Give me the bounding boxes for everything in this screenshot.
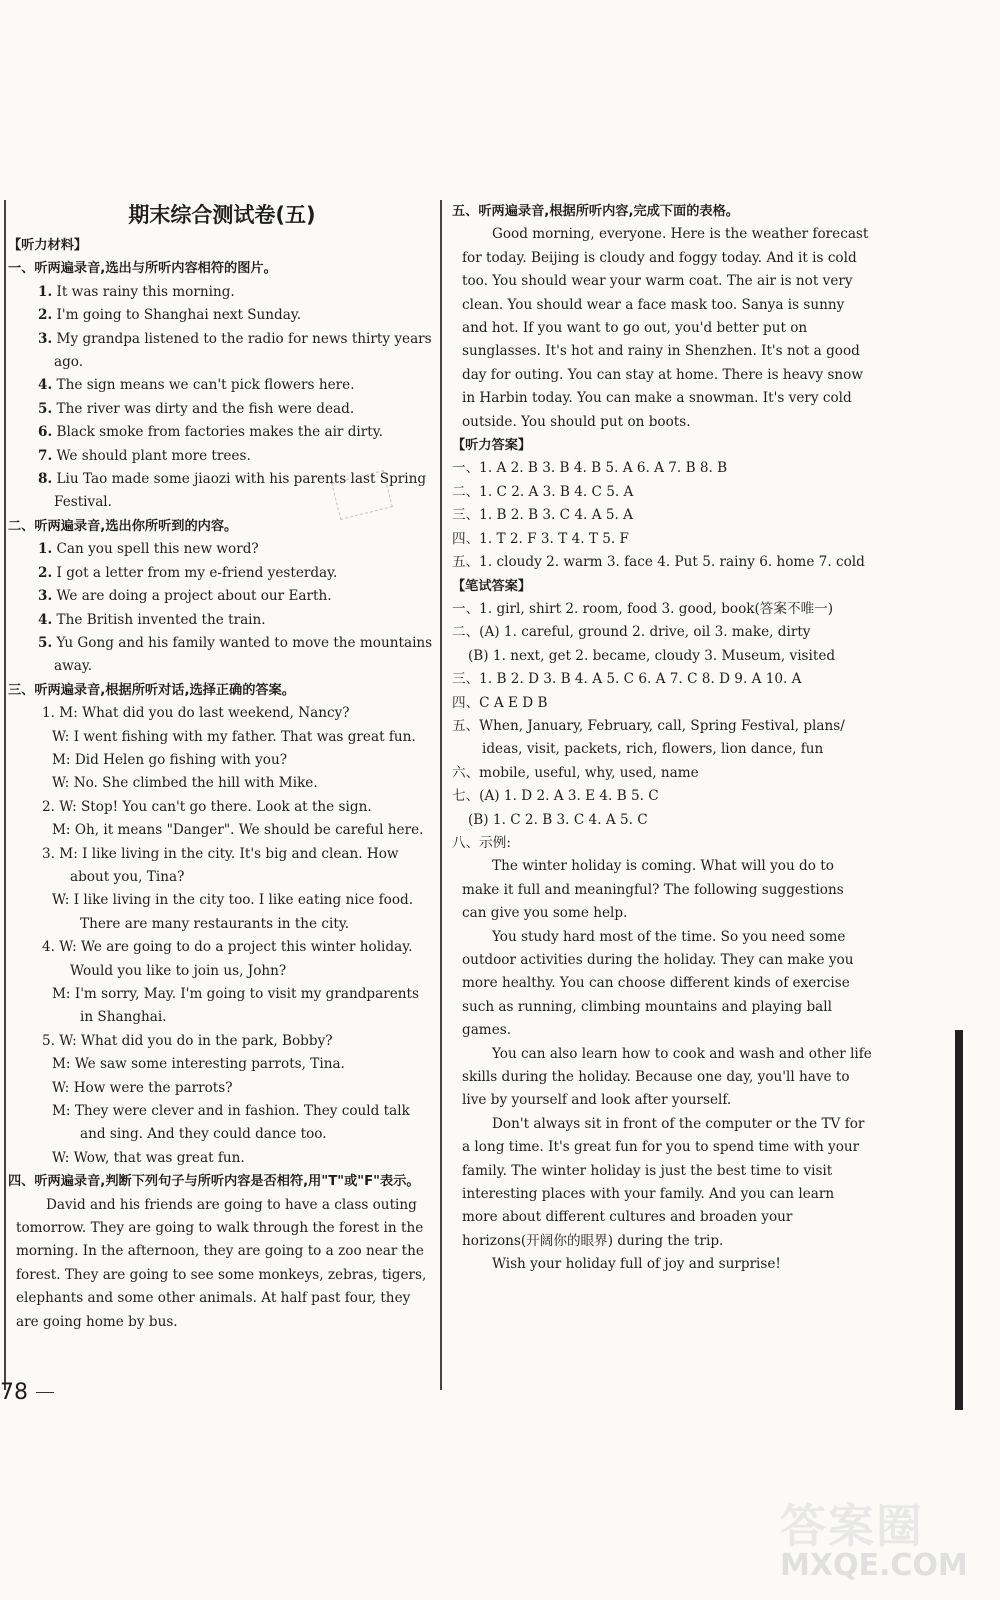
list-item: 7. We should plant more trees.: [38, 447, 251, 464]
answer-line: (B) 1. next, get 2. became, cloudy 3. Museum, visited: [468, 647, 836, 664]
section-4-passage: David and his friends are going to have a class outing tomorrow. They are going to walk through the forest in the morning. In the afternoon, they are going to a zoo near the forest. They are going to see some monkeys, zebras, tigers, elephants and some other animals. At half past four, they are going home by bus.: [16, 1196, 427, 1330]
right-column: [452, 200, 872, 1277]
written-answers: [452, 598, 872, 855]
page-number: 78: [0, 1380, 28, 1405]
watermark-logo: 答案圈: [780, 1499, 924, 1553]
column-divider: [440, 200, 442, 1390]
dialogue-line: M: Oh, it means "Danger". We should be careful here.: [52, 822, 424, 839]
list-item: 3. We are doing a project about our Earth.: [38, 588, 332, 605]
dialogue-line: W: Wow, that was great fun.: [52, 1149, 245, 1166]
answer-line: (B) 1. C 2. B 3. C 4. A 5. C: [468, 811, 648, 828]
list-item: 5. Yu Gong and his family wanted to move the mountains away.: [38, 634, 433, 675]
listening-answers-tag: 【听力答案】: [452, 438, 532, 454]
dialogue-line: 5. W: What did you do in the park, Bobby?: [42, 1032, 333, 1049]
dialogue-line: M: I'm sorry, May. I'm going to visit my grandparents in Shanghai.: [52, 986, 419, 1026]
section-5-passage: Good morning, everyone. Here is the weather forecast for today. Beijing is cloudy and foggy today. And it is cold too. You should wear your warm coat. The air is not very clean. You should wear a face mask too. Sanya is sunny and hot. If you want to go out, you'd better put on sunglasses. It's hot and rainy in Shenzhen. It's not a good day for outing. You can stay at home. There is heavy snow in Harbin today. You can make a snowman. It's very cold outside. You should put on boots.: [462, 226, 869, 430]
list-item: 1. Can you spell this new word?: [38, 541, 259, 558]
dialogue-line: M: They were clever and in fashion. They could talk and sing. And they could dance too.: [52, 1103, 410, 1143]
left-margin-rule: [4, 200, 6, 1390]
answer-line: 三、1. B 2. B 3. C 4. A 5. A: [452, 507, 633, 524]
answer-line: 七、(A) 1. D 2. A 3. E 4. B 5. C: [452, 788, 659, 805]
dialogue-line: M: Did Helen go fishing with you?: [52, 751, 288, 768]
listening-material-tag: 【听力材料】: [8, 238, 88, 253]
listening-answers: [452, 457, 872, 574]
essay-paragraph: Wish your holiday full of joy and surprise!: [492, 1256, 781, 1273]
answer-line: 五、When, January, February, call, Spring Festival, plans/ ideas, visit, packets, rich, flowers, lion dance, fun: [452, 717, 845, 758]
answer-line: 二、(A) 1. careful, ground 2. drive, oil 3. make, dirty: [452, 624, 811, 641]
answer-line: 四、1. T 2. F 3. T 4. T 5. F: [452, 530, 629, 547]
dialogue-line: 2. W: Stop! You can't go there. Look at the sign.: [42, 798, 372, 815]
list-item: 8. Liu Tao made some jiaozi with his parents last Spring Festival.: [38, 471, 427, 511]
section-3-heading: 三、听两遍录音,根据所听对话,选择正确的答案。: [8, 682, 295, 698]
list-item: 3. My grandpa listened to the radio for news thirty years ago.: [38, 330, 432, 371]
answer-line: 四、C A E D B: [452, 694, 548, 711]
list-item: 4. The British invented the train.: [38, 611, 266, 628]
dialogue-line: 4. W: We are going to do a project this winter holiday. Would you like to join us, John?: [42, 939, 413, 979]
essay-paragraph: You study hard most of the time. So you need some outdoor activities during the holiday. They can make you more healthy. You can choose different kinds of exercise such as running, climbing mountains and playing ball games.: [462, 928, 854, 1039]
sample-essay: [452, 855, 872, 1276]
section-5-heading: 五、听两遍录音,根据所听内容,完成下面的表格。: [452, 204, 739, 219]
answer-line: 八、示例:: [452, 834, 511, 851]
page-title: 期末综合测试卷(五): [128, 203, 316, 227]
section-3-dialogues: [8, 702, 436, 1170]
list-item: 2. I'm going to Shanghai next Sunday.: [38, 307, 302, 324]
scan-edge-shadow: [955, 1030, 963, 1410]
list-item: 4. The sign means we can't pick flowers here.: [38, 377, 355, 394]
dialogue-line: 3. M: I like living in the city. It's big and clean. How about you, Tina?: [42, 845, 399, 885]
left-column: [8, 198, 436, 1334]
dialogue-line: 1. M: What did you do last weekend, Nancy?: [42, 705, 350, 722]
page-number-rule: [36, 1392, 54, 1393]
dialogue-line: M: We saw some interesting parrots, Tina.: [52, 1056, 345, 1073]
list-item: 6. Black smoke from factories makes the air dirty.: [38, 424, 383, 441]
written-answers-tag: 【笔试答案】: [452, 578, 532, 594]
dialogue-line: W: I went fishing with my father. That was great fun.: [52, 728, 416, 745]
list-item: 2. I got a letter from my e-friend yesterday.: [38, 564, 338, 581]
section-4-heading: 四、听两遍录音,判断下列句子与所听内容是否相符,用"T"或"F"表示。: [8, 1174, 420, 1190]
dialogue-line: W: I like living in the city too. I like eating nice food. There are many restaurants in the city.: [52, 892, 414, 932]
answer-line: 一、1. A 2. B 3. B 4. B 5. A 6. A 7. B 8. B: [452, 460, 728, 477]
essay-paragraph: Don't always sit in front of the computer or the TV for a long time. It's great fun for you to spend time with your family. The winter holiday is just the best time to visit interesting places with your family. And you can learn more about different cultures and broaden your horizons(开阔你的眼界) during the trip.: [462, 1115, 865, 1249]
essay-paragraph: You can also learn how to cook and wash and other life skills during the holiday. Because one day, you'll have to live by yourself and look after yourself.: [462, 1045, 872, 1109]
watermark-url: MXQE.COM: [780, 1548, 968, 1583]
section-2-heading: 二、听两遍录音,选出你所听到的内容。: [8, 518, 238, 534]
dialogue-line: W: How were the parrots?: [52, 1079, 233, 1096]
section-2-list: [8, 538, 436, 678]
answer-line: 六、mobile, useful, why, used, name: [452, 764, 699, 781]
answer-line: 二、1. C 2. A 3. B 4. C 5. A: [452, 483, 634, 500]
list-item: 5. The river was dirty and the fish were dead.: [38, 400, 355, 417]
answer-line: 五、1. cloudy 2. warm 3. face 4. Put 5. rainy 6. home 7. cold: [452, 554, 865, 571]
list-item: 1. It was rainy this morning.: [38, 283, 235, 300]
essay-paragraph: The winter holiday is coming. What will you do to make it full and meaningful? The following suggestions can give you some help.: [462, 858, 844, 922]
dialogue-line: W: No. She climbed the hill with Mike.: [52, 775, 318, 792]
answer-line: 三、1. B 2. D 3. B 4. A 5. C 6. A 7. C 8. D 9. A 10. A: [452, 671, 802, 688]
section-1-heading: 一、听两遍录音,选出与所听内容相符的图片。: [8, 261, 277, 277]
answer-line: 一、1. girl, shirt 2. room, food 3. good, book(答案不唯一): [452, 600, 834, 617]
